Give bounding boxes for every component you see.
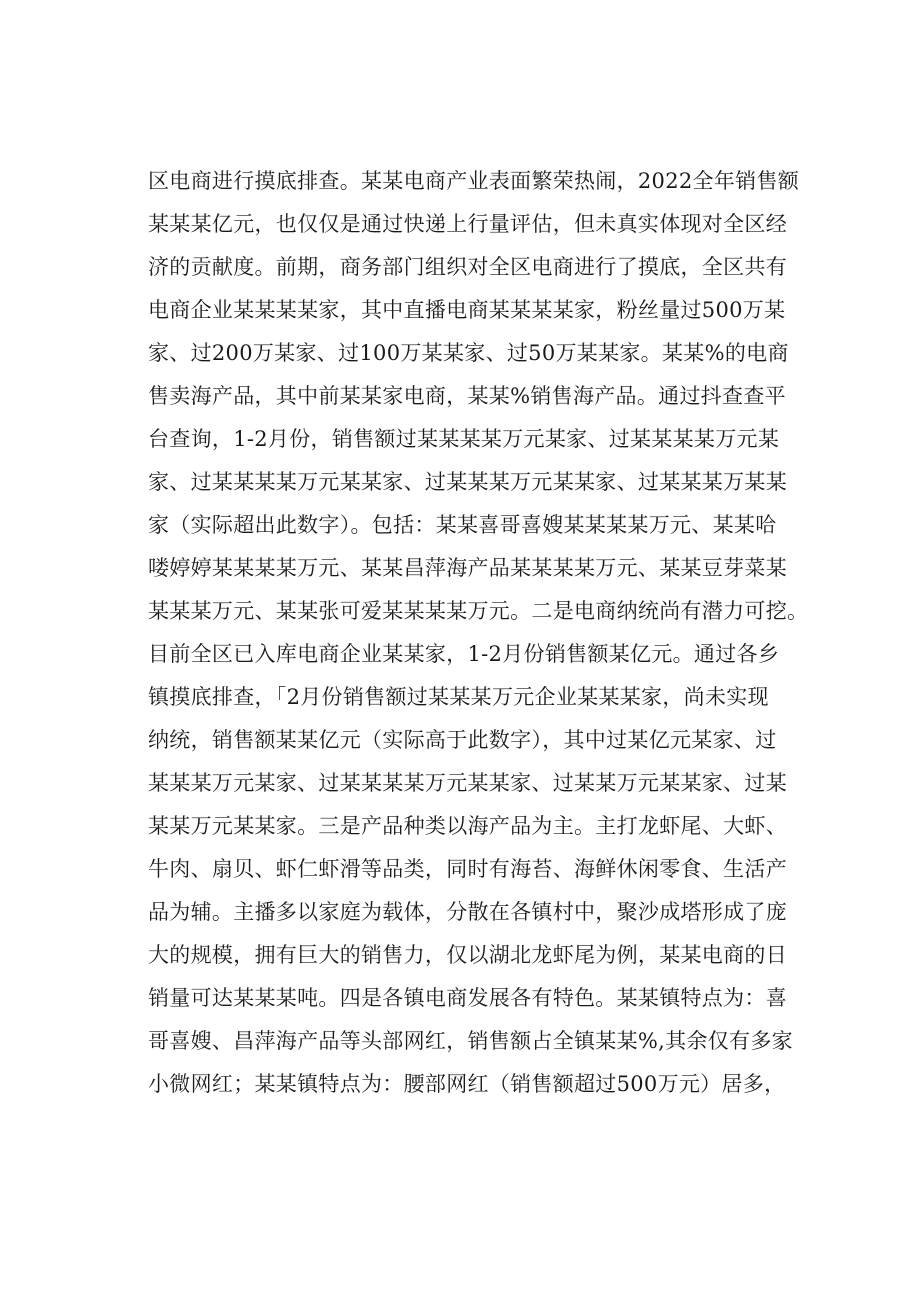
text-line: 纳统，销售额某某亿元（实际高于此数字），其中过某亿元某家、过 [148, 728, 777, 752]
text-line: 家、过200万某家、过100万某某家、过50万某某家。某某%的电商 [148, 341, 789, 365]
text-line: 喽婷婷某某某某万元、某某昌萍海产品某某某某万元、某某豆芽菜某 [148, 556, 787, 580]
text-line: 某某万元某某家。三是产品种类以海产品为主。主打龙虾尾、大虾、 [148, 814, 787, 838]
text-line: 区电商进行摸底排查。某某电商产业表面繁荣热闹，2022全年销售额 [148, 169, 800, 193]
text-line: 电商企业某某某某家，其中直播电商某某某某家，粉丝量过500万某 [148, 298, 786, 322]
body-text [148, 160, 838, 1106]
text-line: 售卖海产品，其中前某某家电商，某某%销售海产品。通过抖查查平 [148, 384, 786, 408]
text-line: 目前全区已入库电商企业某某家，1-2月份销售额某亿元。通过各乡 [148, 642, 780, 666]
text-line: 某某某万元、某某张可爱某某某某万元。二是电商纳统尚有潜力可挖。 [148, 599, 809, 623]
text-line: 牛肉、扇贝、虾仁虾滑等品类，同时有海苔、海鲜休闲零食、生活产 [148, 857, 787, 881]
text-line: 小微网红；某某镇特点为：腰部网红（销售额超过500万元）居多， [148, 1072, 786, 1096]
text-line: 某某某万元某家、过某某某某万元某某家、过某某万元某某家、过某 [148, 771, 787, 795]
text-line: 大的规模，拥有巨大的销售力，仅以湖北龙虾尾为例，某某电商的日 [148, 943, 787, 967]
text-line: 济的贡献度。前期，商务部门组织对全区电商进行了摸底，全区共有 [148, 255, 787, 279]
text-line: 家、过某某某某万元某某家、过某某某万元某某家、过某某某万某某 [148, 470, 787, 494]
text-line: 品为辅。主播多以家庭为载体，分散在各镇村中，聚沙成塔形成了庞 [148, 900, 787, 924]
text-line: 家（实际超出此数字）。包括：某某喜哥喜嫂某某某某万元、某某哈 [148, 513, 777, 537]
text-line: 镇摸底排查，「2月份销售额过某某某万元企业某某某家，尚未实现 [148, 685, 769, 709]
text-line: 销量可达某某某吨。四是各镇电商发展各有特色。某某镇特点为：喜 [148, 986, 787, 1010]
text-line: 哥喜嫂、昌萍海产品等头部网红，销售额占全镇某某%,其余仅有多家 [148, 1029, 793, 1053]
text-line: 某某某亿元，也仅仅是通过快递上行量评估，但未真实体现对全区经 [148, 212, 787, 236]
text-line: 台查询，1-2月份，销售额过某某某某万元某家、过某某某某万元某 [148, 427, 780, 451]
